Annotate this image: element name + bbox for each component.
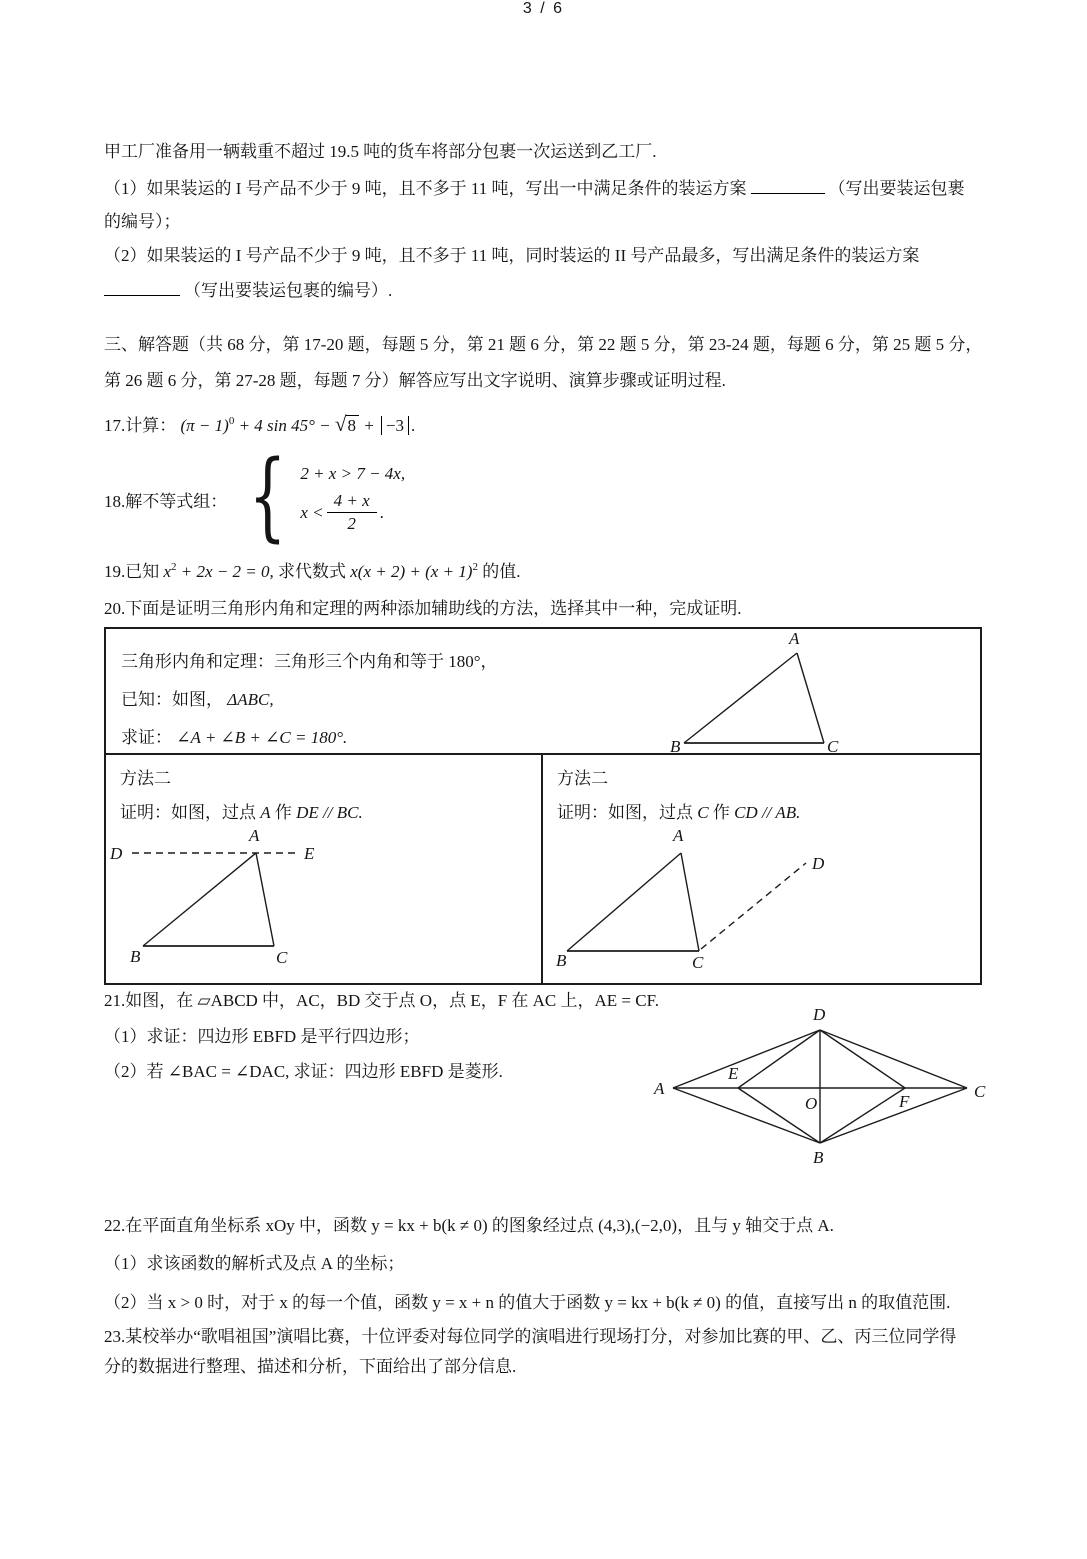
system-brace: {: [248, 440, 287, 552]
p22-q1: （1）求该函数的解析式及点 A 的坐标；: [104, 1254, 405, 1273]
fig-label-B: B: [556, 951, 567, 970]
p21-q2: （2）若 ∠BAC = ∠DAC, 求证：四边形 EBFD 是菱形.: [104, 1062, 503, 1081]
method-right-cell: [543, 755, 980, 983]
method-right-title: 方法二: [557, 769, 608, 788]
method-row: [106, 755, 980, 983]
p17-plus: +: [358, 416, 379, 435]
fig-label-C: C: [974, 1082, 986, 1101]
p19-exp2: 2: [472, 561, 478, 573]
inequality-system: [300, 464, 405, 534]
method-left-proof: [120, 802, 541, 824]
known-label: 已知：如图，: [121, 690, 228, 709]
packing-q2-cont: [104, 278, 988, 303]
p18-label: 18.解不等式组：: [104, 491, 228, 511]
answer-blank-1: [751, 176, 825, 194]
section3-header-line2: 第 26 题 6 分，第 27-28 题，每题 7 分）解答应写出文字说明、演算步骤或证明过程.: [104, 371, 726, 390]
fig-label-D: D: [813, 1005, 826, 1024]
triangle-abc-figure: [630, 631, 840, 753]
problem-23-line2: 分的数据进行整理、描述和分析，下面给出了部分信息.: [104, 1357, 517, 1376]
p19-eq: + 2x − 2 = 0,: [176, 562, 279, 581]
page-number: 3 / 6: [522, 0, 565, 17]
answer-blank-2: [104, 278, 180, 296]
proof-var: C: [697, 803, 709, 822]
proof-text: 证明：如图，过点: [120, 803, 261, 822]
p17-label: 17.计算：: [104, 416, 181, 435]
known-math: ΔABC,: [227, 690, 274, 709]
proof-mid: 作: [708, 803, 735, 822]
radical-sign: √: [334, 412, 347, 436]
parallelogram-abcd-figure: [640, 1000, 1020, 1175]
p19-expr: x(x + 2) + (x + 1): [350, 562, 473, 581]
fig-label-B: B: [670, 737, 681, 753]
method-left-title: 方法二: [120, 769, 171, 788]
fraction: [327, 491, 377, 534]
p19-mid: 求代数式: [278, 562, 351, 581]
p22-q2: （2）当 x > 0 时，对于 x 的每一个值，函数 y = x + n 的值大于函数 y = kx + b(k ≠ 0) 的值，直接写出 n 的取值范围.: [104, 1293, 951, 1312]
inequality-2: [300, 491, 405, 534]
problem-18: [104, 440, 988, 552]
fraction-denominator: 2: [347, 514, 356, 533]
problem-22: 22.在平面直角坐标系 xOy 中，函数 y = kx + b(k ≠ 0) 的图象经过点 (4,3),(−2,0)，且与 y 轴交于点 A.: [104, 1216, 834, 1235]
method-right-proof: [557, 802, 980, 824]
p21-q1: （1）求证：四边形 EBFD 是平行四边形；: [104, 1027, 420, 1046]
p17-period: .: [411, 416, 416, 435]
packing-q1-tail: （写出要装运包裹: [828, 179, 965, 198]
theorem-cell: [106, 629, 980, 755]
problem-17: [104, 407, 988, 443]
fraction-numerator: 4 + x: [327, 491, 377, 513]
fig-label-B: B: [813, 1148, 824, 1167]
method-left-cell: [106, 755, 543, 983]
inequality-1: 2 + x > 7 − 4x,: [300, 464, 406, 483]
section3-header-line1: 三、解答题（共 68 分，第 17-20 题，每题 5 分，第 21 题 6 分，第 22 题 5 分，第 23-24 题，每题 6 分，第 25 题 5 分，: [104, 335, 983, 354]
proof-math: DE // BC.: [296, 803, 363, 822]
packing-q1-text: （1）如果装运的 I 号产品不少于 9 吨，且不多于 11 吨，写出一中满足条件的装运方案: [104, 179, 747, 198]
packing-q1-cont: 的编号）；: [104, 212, 181, 231]
figure-cd-parallel-ab: [549, 827, 879, 979]
packing-q2: （2）如果装运的 I 号产品不少于 9 吨，且不多于 11 吨，同时装运的 II 号产品最多，写出满足条件的装运方案: [104, 246, 920, 265]
radicand: 8: [346, 415, 359, 435]
proof-math: CD // AB.: [734, 803, 801, 822]
prove-label: 求证：: [121, 728, 177, 747]
fig-label-A: A: [249, 827, 260, 845]
fig-label-D: D: [812, 854, 825, 873]
theorem-statement: 三角形内角和定理：三角形三个内角和等于 180°，: [121, 652, 498, 671]
fig-label-F: F: [899, 1092, 910, 1111]
p19-pre: 19.已知: [104, 562, 164, 581]
inequality-2-lhs: x <: [300, 502, 324, 522]
p17-expr1: (π − 1): [180, 416, 229, 435]
p17-expr2: + 4 sin 45° −: [234, 416, 335, 435]
absolute-value: −3: [381, 416, 409, 435]
fig-label-C: C: [692, 953, 704, 972]
p17-exponent: 0: [228, 415, 235, 427]
packing-problem-intro: 甲工厂准备用一辆载重不超过 19.5 吨的货车将部分包裹一次运送到乙工厂.: [104, 142, 657, 161]
p19-x: x: [163, 562, 172, 581]
fig-label-A: A: [654, 1079, 665, 1098]
fig-label-A: A: [673, 827, 684, 845]
fig-label-D: D: [110, 844, 123, 863]
p19-post: 的值.: [477, 562, 521, 581]
fig-label-O: O: [805, 1094, 818, 1113]
sqrt-expression: [334, 412, 359, 436]
p19-exp1: 2: [171, 561, 177, 573]
prove-math: ∠A + ∠B + ∠C = 180°.: [176, 728, 348, 747]
proof-text: 证明：如图，过点: [557, 803, 698, 822]
fig-label-A: A: [789, 631, 800, 648]
proof-table: [104, 627, 982, 985]
problem-23-line1: 23.某校举办“歌唱祖国”演唱比赛，十位评委对每位同学的演唱进行现场打分，对参加比赛的甲、乙、丙三位同学得: [104, 1327, 957, 1346]
problem-20: 20.下面是证明三角形内角和定理的两种添加辅助线的方法，选择其中一种，完成证明.: [104, 599, 742, 618]
problem-21: 21.如图，在 ▱ABCD 中，AC，BD 交于点 O，点 E，F 在 AC 上，AE = CF.: [104, 991, 659, 1010]
problem-19: [104, 557, 988, 587]
proof-mid: 作: [270, 803, 297, 822]
packing-q1: [104, 176, 988, 201]
fig-label-E: E: [304, 844, 315, 863]
fig-label-B: B: [130, 947, 141, 966]
figure-de-parallel-bc: [108, 827, 438, 979]
proof-var: A: [260, 803, 271, 822]
theorem-prove: [121, 719, 980, 757]
fig-label-C: C: [827, 737, 839, 753]
p18-period: .: [379, 502, 384, 522]
fig-label-C: C: [276, 948, 288, 967]
theorem-known: [121, 681, 980, 719]
fig-label-E: E: [728, 1064, 739, 1083]
packing-q2-tail: （写出要装运包裹的编号）.: [184, 281, 393, 300]
